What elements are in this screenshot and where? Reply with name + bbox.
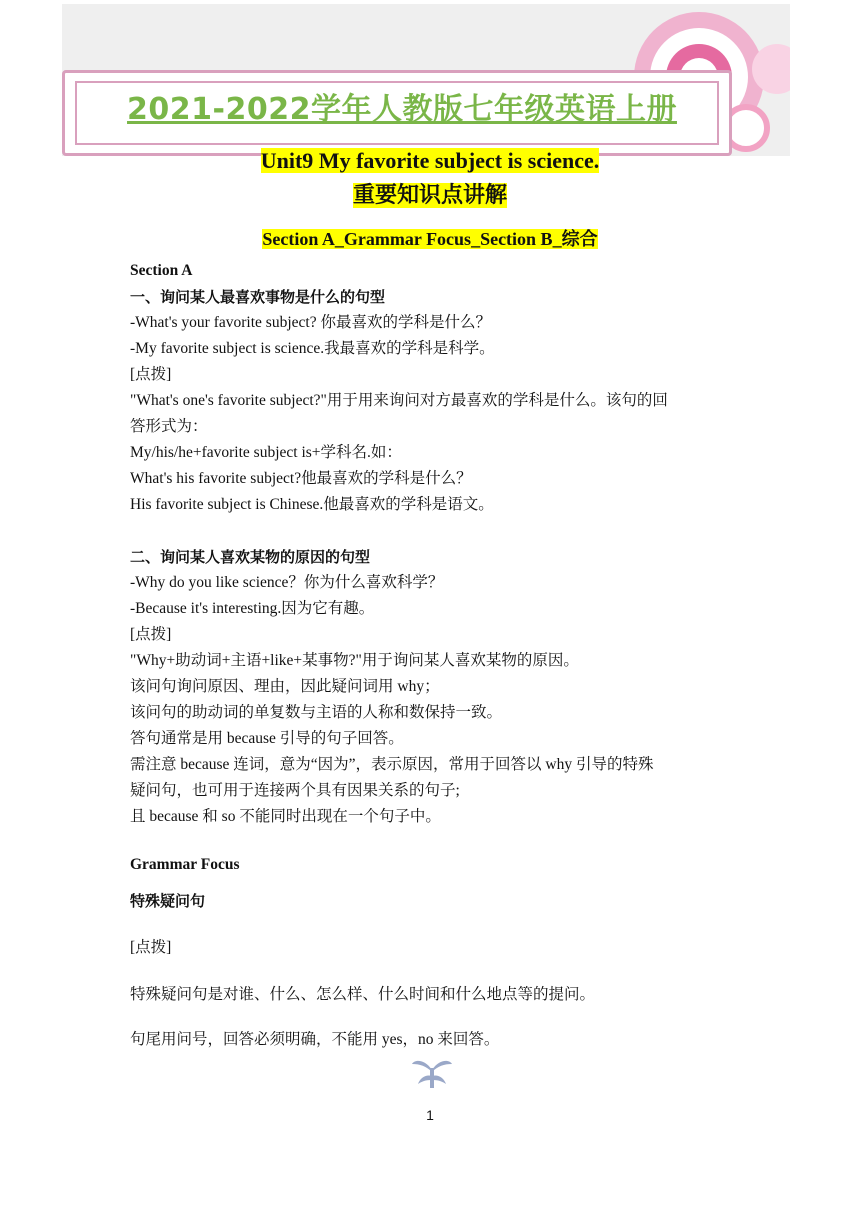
section-a-heading: Section A — [130, 262, 193, 279]
text-line: "Why+助动词+主语+like+某事物?"用于询问某人喜欢某物的原因。 — [130, 652, 579, 669]
subtitle: 重要知识点讲解 — [352, 183, 507, 208]
section-title: Section A_Grammar Focus_Section B_综合 — [262, 229, 598, 249]
text-line: 疑问句，也可用于连接两个具有因果关系的句子; — [130, 782, 460, 799]
grammar-focus-subheading: 特殊疑问句 — [130, 892, 206, 910]
text-line: My/his/he+favorite subject is+学科名.如： — [130, 444, 402, 461]
text-line: 该问句的助动词的单复数与主语的人称和数保持一致。 — [130, 704, 503, 721]
text-line: 该问句询问原因、理由，因此疑问词用 why； — [130, 678, 440, 695]
text-line: "What's one's favorite subject?"用于用来询问对方最喜欢的学科是什么。该句的回 — [130, 392, 668, 409]
text-line: [点拨] — [130, 626, 172, 643]
text-line: 答句通常是用 because 引导的句子回答。 — [130, 730, 404, 747]
text-line: [点拨] — [130, 939, 172, 956]
text-line: -My favorite subject is science.我最喜欢的学科是科学。 — [130, 340, 495, 357]
page-number: 1 — [426, 1107, 434, 1123]
section-a-content — [130, 258, 750, 830]
banner-title: 2021-2022学年人教版七年级英语上册 — [127, 92, 677, 127]
text-line: 句尾用问号，回答必须明确，不能用 yes，no 来回答。 — [130, 1031, 500, 1048]
header-banner — [62, 4, 790, 156]
text-line: 特殊疑问句是对谁、什么、怎么样、什么时间和什么地点等的提问。 — [130, 986, 596, 1003]
text-line: [点拨] — [130, 366, 172, 383]
plant-watermark-icon — [410, 1054, 454, 1090]
unit-title: Unit9 My favorite subject is science. — [260, 148, 600, 173]
text-line: 需注意 because 连词，意为“因为”，表示原因，常用于回答以 why 引导的特殊 — [130, 756, 654, 773]
grammar-focus-heading: Grammar Focus — [130, 856, 240, 873]
text-line: -What's your favorite subject? 你最喜欢的学科是什么？ — [130, 314, 491, 331]
part2-heading: 二、询问某人喜欢某物的原因的句型 — [130, 548, 371, 566]
text-line: -Why do you like science？你为什么喜欢科学？ — [130, 574, 444, 591]
text-line: 且 because 和 so 不能同时出现在一个句子中。 — [130, 808, 441, 825]
text-line: His favorite subject is Chinese.他最喜欢的学科是语文。 — [130, 496, 494, 513]
text-line: What's his favorite subject?他最喜欢的学科是什么？ — [130, 470, 472, 487]
part1-heading: 一、询问某人最喜欢事物是什么的句型 — [130, 288, 386, 306]
text-line: 答形式为： — [130, 418, 208, 435]
text-line: -Because it's interesting.因为它有趣。 — [130, 600, 375, 617]
